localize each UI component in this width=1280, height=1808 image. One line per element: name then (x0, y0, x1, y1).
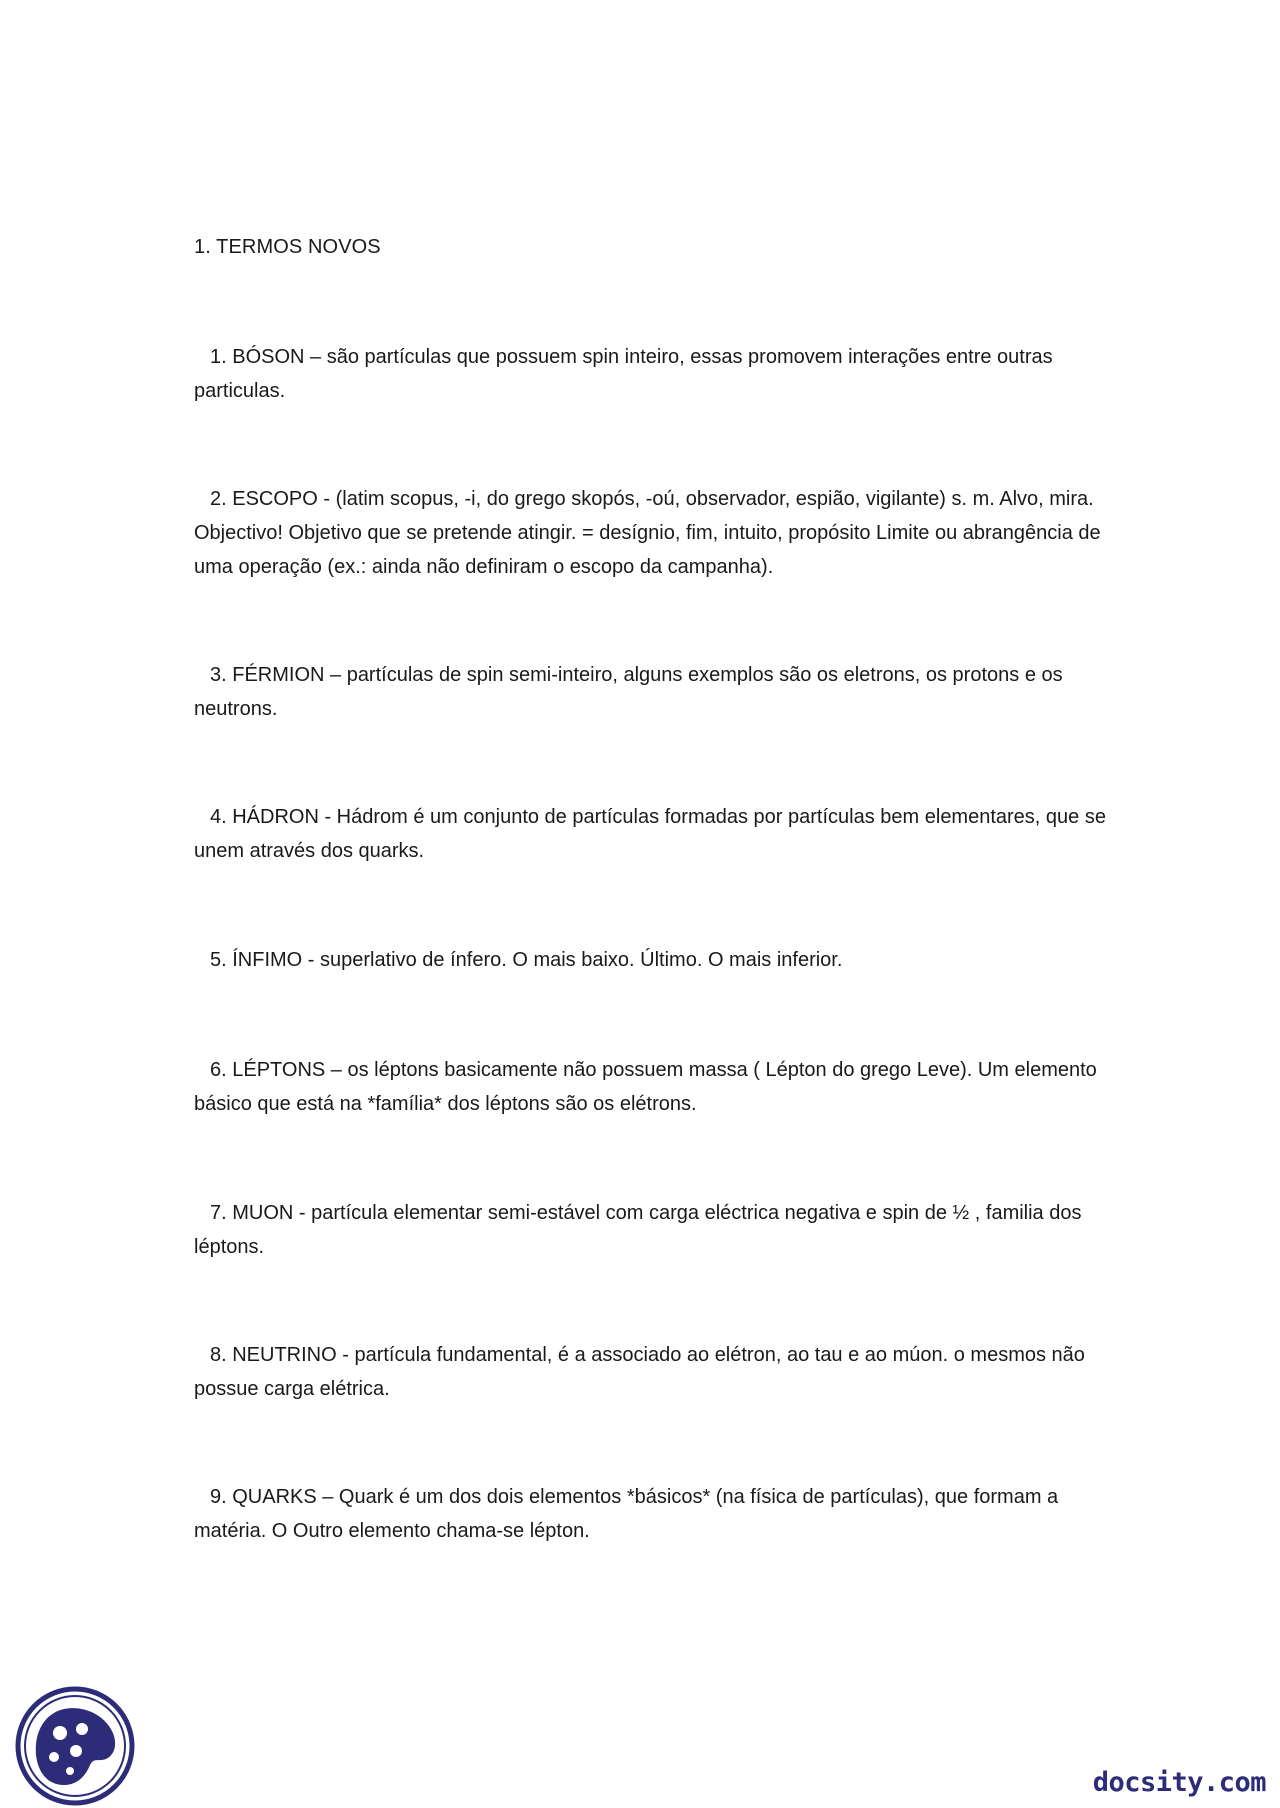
definition-escopo: 2. ESCOPO - (latim scopus, -i, do grego skopós, -oú, observador, espião, vigilante) s. m. Alvo, mira. Objectivo! Objetivo que se pretende atingir. = desígnio, fim, intuito, propósito Limite ou abrangência de uma operação (ex.: ainda não definiram o escopo da campanha). (194, 488, 1101, 578)
definition-infimo: 5. ÍNFIMO - superlativo de ínfero. O mais baixo. Último. O mais inferior. (210, 949, 843, 971)
definition-boson: 1. BÓSON – são partículas que possuem spin inteiro, essas promovem interações entre outras particulas. (194, 346, 1053, 402)
definition-hadron: 4. HÁDRON - Hádrom é um conjunto de partículas formadas por partículas bem elementares, que se unem através dos quarks. (194, 806, 1106, 862)
docsity-brand[interactable]: docsity.com (1092, 1767, 1266, 1798)
docsity-logo-icon[interactable] (14, 1685, 136, 1807)
definition-neutrino: 8. NEUTRINO - partícula fundamental, é a associado ao elétron, ao tau e ao múon. o mesmos não possue carga elétrica. (194, 1344, 1085, 1400)
definition-quarks: 9. QUARKS – Quark é um dos dois elementos *básicos* (na física de partículas), que formam a matéria. O Outro elemento chama-se lépton. (194, 1486, 1059, 1542)
section-heading: 1. TERMOS NOVOS (194, 236, 381, 258)
definition-muon: 7. MUON - partícula elementar semi-estável com carga eléctrica negativa e spin de ½ , familia dos léptons. (194, 1202, 1082, 1258)
definition-fermion: 3. FÉRMION – partículas de spin semi-inteiro, alguns exemplos são os eletrons, os protons e os neutrons. (194, 664, 1063, 720)
definition-leptons: 6. LÉPTONS – os léptons basicamente não possuem massa ( Lépton do grego Leve). Um elemento básico que está na *família* dos léptons são os elétrons. (194, 1059, 1097, 1115)
